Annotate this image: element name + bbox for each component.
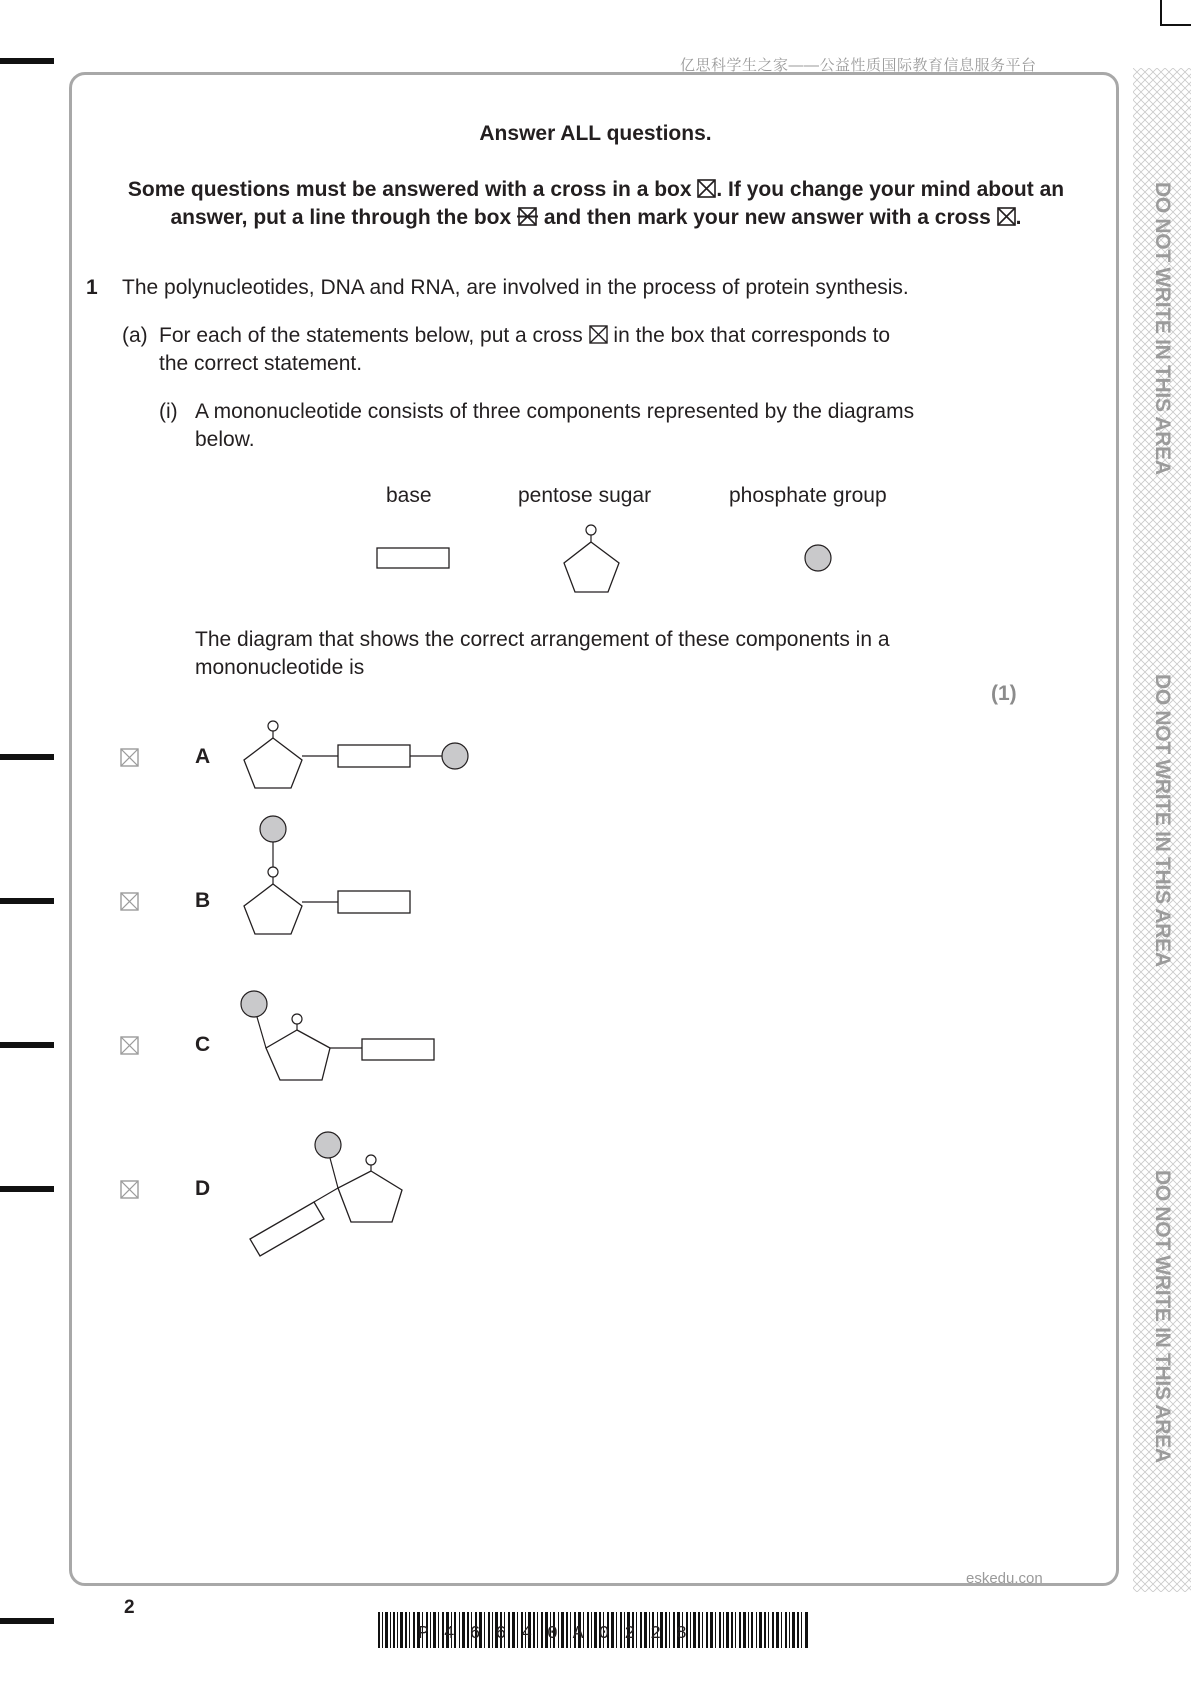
part-a-line2: the correct statement. — [159, 352, 363, 375]
page-number: 2 — [124, 1597, 135, 1618]
instructions-line2-mid: and then mark your new answer with a cross — [543, 206, 991, 229]
do-not-write-label: DO NOT WRITE IN THIS AREA — [1151, 182, 1174, 475]
option-b-diagram — [230, 812, 430, 942]
prompt-line1: The diagram that shows the correct arrangement of these components in a — [195, 628, 890, 651]
option-c-diagram — [230, 988, 450, 1088]
pentose-pentagon — [564, 542, 619, 592]
instructions-text — [90, 176, 1102, 232]
label-phosphate-group: phosphate group — [729, 484, 887, 507]
margin-tick — [0, 1618, 54, 1624]
margin-tick — [0, 58, 54, 64]
instructions-line2: answer, put a line through the box — [170, 206, 512, 229]
watermark-top: 亿思科学生之家——公益性质国际教育信息服务平台 — [680, 57, 1037, 74]
part-a-line1-end: in the box that corresponds to — [613, 324, 891, 347]
margin-tick — [0, 898, 54, 904]
option-letter-c: C — [195, 1033, 211, 1056]
part-a-text — [159, 322, 890, 350]
crop-mark-vertical — [1160, 0, 1162, 26]
barcode-number: P46640A0228 — [418, 1624, 702, 1644]
option-letter-a: A — [195, 745, 211, 768]
margin-tick — [0, 1042, 54, 1048]
instructions-title: Answer ALL questions. — [479, 122, 712, 145]
answer-checkbox-d[interactable] — [120, 1180, 140, 1200]
option-d-diagram — [230, 1126, 430, 1266]
struck-crossed-box-icon — [517, 207, 538, 226]
answer-checkbox-a[interactable] — [120, 748, 140, 768]
do-not-write-label: DO NOT WRITE IN THIS AREA — [1151, 1170, 1174, 1463]
margin-tick — [0, 1186, 54, 1192]
label-pentose-sugar: pentose sugar — [518, 484, 652, 507]
crop-mark-horizontal — [1160, 24, 1191, 26]
base-rectangle — [377, 548, 449, 568]
part-a-line1: For each of the statements below, put a cross — [159, 324, 583, 347]
part-i-line2: below. — [195, 428, 255, 451]
part-i-label: (i) — [159, 400, 178, 423]
question-stem: The polynucleotides, DNA and RNA, are involved in the process of protein synthesis. — [122, 276, 909, 299]
answer-checkbox-b[interactable] — [120, 892, 140, 912]
footer-watermark: eskedu.con — [966, 1570, 1043, 1587]
crossed-box-icon — [697, 179, 716, 198]
label-base: base — [386, 484, 432, 507]
instructions-line1: Some questions must be answered with a cross in a box — [127, 178, 692, 201]
option-letter-b: B — [195, 889, 211, 912]
marks-allocation: (1) — [991, 682, 1017, 705]
option-letter-d: D — [195, 1177, 211, 1200]
instructions-line1-end: . If you change your mind about an — [716, 178, 1065, 201]
option-a-diagram — [230, 714, 490, 794]
do-not-write-label: DO NOT WRITE IN THIS AREA — [1151, 674, 1174, 967]
crossed-box-icon — [997, 207, 1016, 226]
part-a-label: (a) — [122, 324, 148, 347]
crossed-box-icon — [589, 325, 608, 344]
instructions-line2-end: . — [1015, 206, 1022, 229]
answer-checkbox-c[interactable] — [120, 1036, 140, 1056]
phosphate-circle — [805, 545, 831, 571]
prompt-line2: mononucleotide is — [195, 656, 365, 679]
part-i-line1: A mononucleotide consists of three components represented by the diagrams — [195, 400, 915, 423]
component-legend-diagram — [370, 520, 850, 600]
question-number: 1 — [86, 276, 98, 299]
margin-tick — [0, 754, 54, 760]
sugar-carbon-node — [586, 525, 596, 535]
